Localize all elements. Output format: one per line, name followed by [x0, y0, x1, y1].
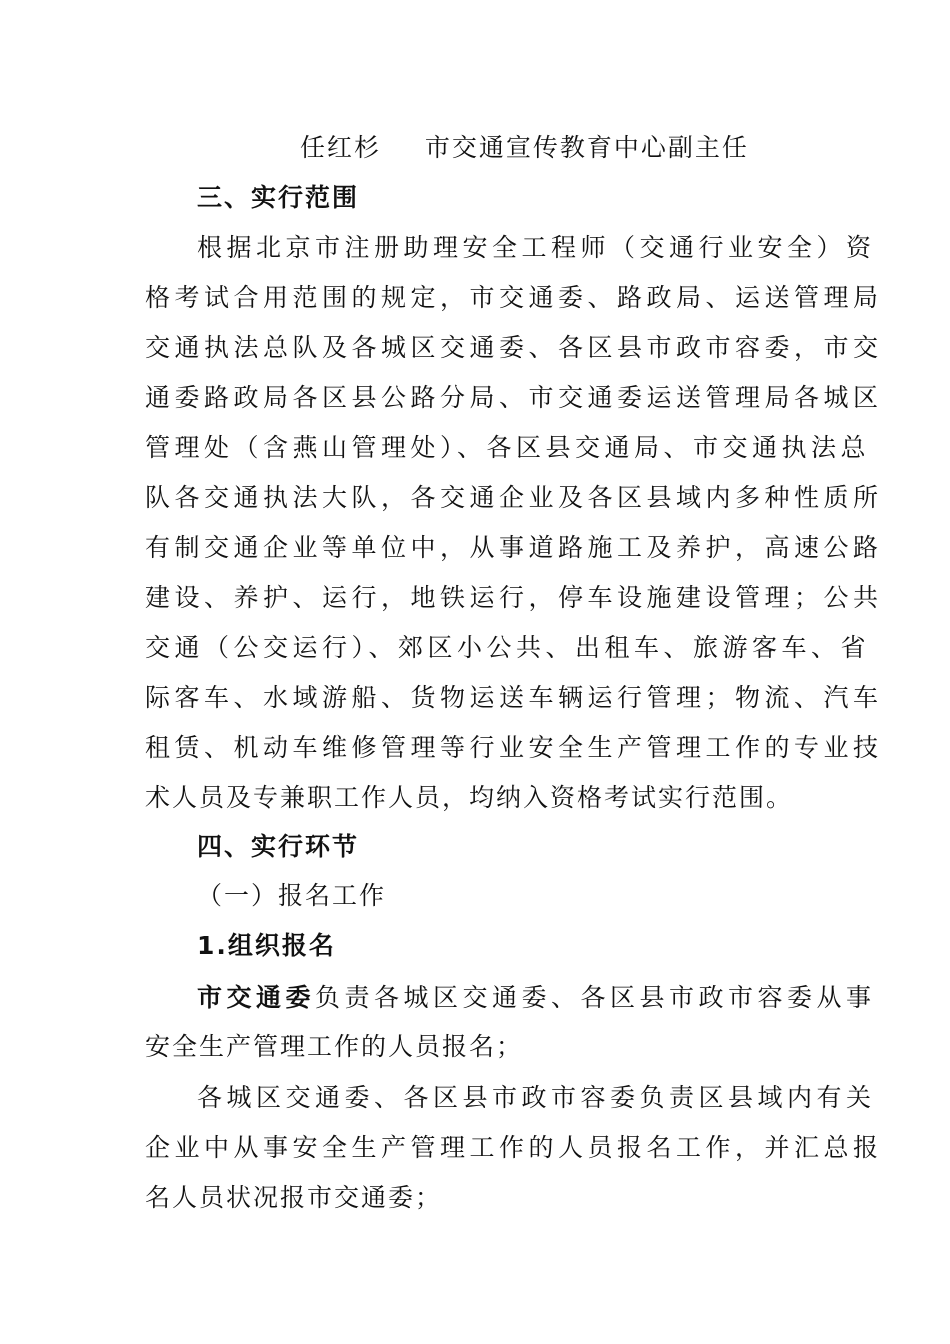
para-1-line-2: 安全生产管理工作的人员报名；	[145, 1032, 524, 1061]
para-1-line-1	[197, 983, 876, 1013]
section-3-line-6: 队各交通执法大队，各交通企业及各区县域内多种性质所	[145, 483, 883, 512]
section-3-line-11: 租赁、机动车维修管理等行业安全生产管理工作的专业技	[145, 733, 883, 762]
section-3-line-8: 建设、养护、运行，地铁运行，停车设施建设管理；公共	[145, 583, 883, 612]
member-title: 市交通宣传教育中心副主任	[424, 133, 749, 162]
section-3-line-12: 术人员及专兼职工作人员，均纳入资格考试实行范围。	[145, 783, 794, 812]
para-2-line-2: 企业中从事安全生产管理工作的人员报名工作，并汇总报	[145, 1133, 883, 1162]
section-3-line-5: 管理处（含燕山管理处）、各区县交通局、市交通执法总	[145, 433, 871, 462]
section-4-heading: 四、实行环节	[197, 832, 360, 861]
member-line	[300, 133, 749, 163]
para-2-line-1: 各城区交通委、各区县市政市容委负责区县域内有关	[197, 1083, 876, 1112]
section-3-line-3: 交通执法总队及各城区交通委、各区县市政市容委，市交	[145, 333, 883, 362]
section-3-heading: 三、实行范围	[197, 183, 360, 212]
para-1-bold-lead: 市交通委	[197, 983, 316, 1012]
section-3-line-10: 际客车、水域游船、货物运送车辆运行管理；物流、汽车	[145, 683, 883, 712]
section-4-sub-heading: （一）报名工作	[197, 881, 387, 910]
section-3-line-2: 格考试合用范围的规定，市交通委、路政局、运送管理局	[145, 283, 883, 312]
para-1-line-1-rest: 负责各城区交通委、各区县市政市容委从事	[315, 983, 876, 1012]
section-3-line-9: 交通（公交运行）、郊区小公共、出租车、旅游客车、省	[145, 633, 871, 662]
section-3-line-4: 通委路政局各区县公路分局、市交通委运送管理局各城区	[145, 383, 883, 412]
section-3-line-7: 有制交通企业等单位中，从事道路施工及养护，高速公路	[145, 533, 883, 562]
item-1-heading: 1.组织报名	[197, 931, 336, 960]
section-3-line-1: 根据北京市注册助理安全工程师（交通行业安全）资	[197, 233, 876, 262]
para-2-line-3: 名人员状况报市交通委；	[145, 1183, 443, 1212]
member-name: 任红杉	[300, 133, 382, 162]
